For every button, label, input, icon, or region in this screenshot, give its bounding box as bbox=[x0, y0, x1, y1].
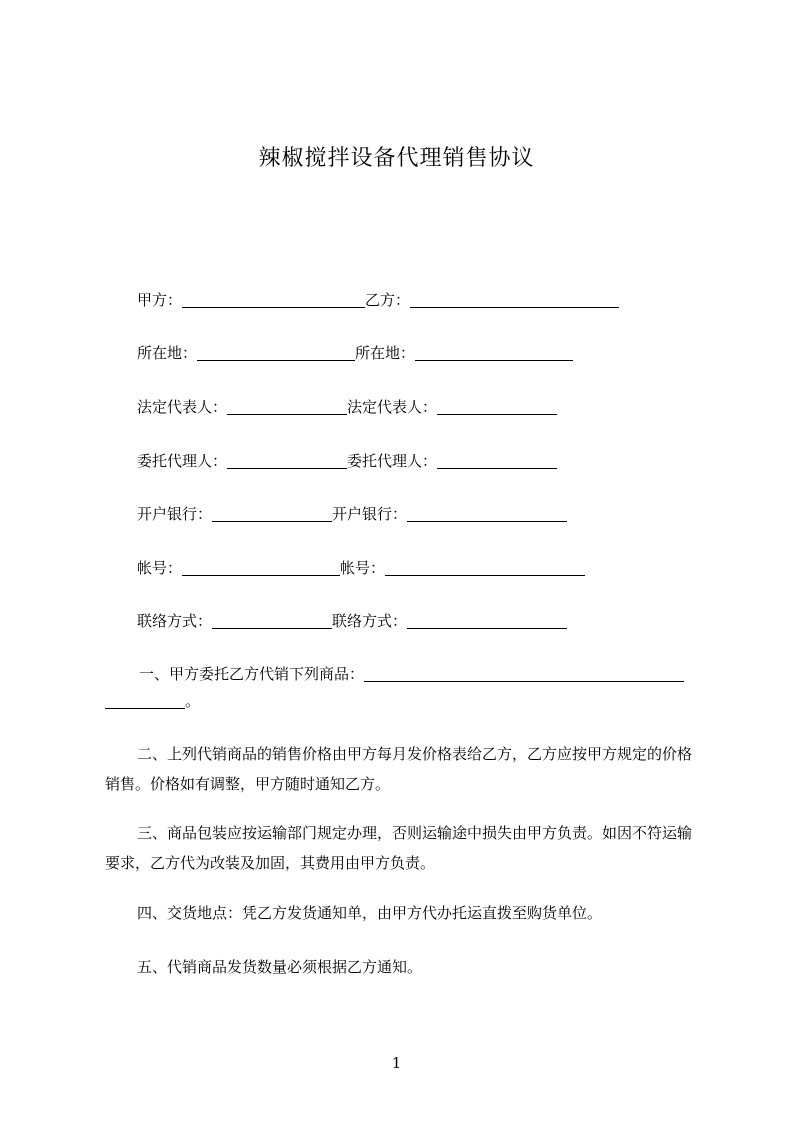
bank-b-label: 开户银行： bbox=[332, 505, 408, 523]
page-number: 1 bbox=[391, 1054, 402, 1072]
document-title: 辣椒搅拌设备代理销售协议 bbox=[258, 146, 535, 171]
agent-b-label: 委托代理人： bbox=[347, 452, 438, 470]
contact-b-label: 联络方式： bbox=[332, 612, 408, 630]
account-a-blank bbox=[182, 561, 340, 576]
contact-a-label: 联络方式： bbox=[137, 612, 213, 630]
location-a-blank bbox=[197, 346, 355, 361]
agent-row bbox=[137, 451, 557, 471]
contact-a-blank bbox=[212, 614, 332, 629]
location-a-label: 所在地： bbox=[137, 344, 198, 362]
clause-1-text: 一、甲方委托乙方代销下列商品： bbox=[139, 665, 365, 683]
clause-2-text: 二、上列代销商品的销售价格由甲方每月发价格表给乙方，乙方应按甲方规定的价格销售。价格如有调整，甲方随时通知乙方。 bbox=[105, 745, 693, 793]
legal-rep-a-label: 法定代表人： bbox=[137, 398, 228, 416]
clause-1-blank-cont bbox=[105, 694, 185, 709]
legal-rep-b-blank bbox=[437, 400, 557, 415]
clause-4-text: 四、交货地点：凭乙方发货通知单，由甲方代办托运直拨至购货单位。 bbox=[137, 904, 603, 922]
clause-1-blank bbox=[364, 667, 684, 682]
bank-b-blank bbox=[407, 507, 567, 522]
location-row bbox=[137, 343, 573, 363]
agent-a-blank bbox=[227, 454, 347, 469]
bank-row bbox=[137, 504, 567, 524]
location-b-blank bbox=[415, 346, 573, 361]
clause-3-text: 三、商品包装应按运输部门规定办理，否则运输途中损失由甲方负责。如因不符运输要求，乙方代为改装及加固，其费用由甲方负责。 bbox=[105, 824, 693, 872]
legal-rep-a-blank bbox=[227, 400, 347, 415]
clause-2 bbox=[105, 739, 705, 799]
party-a-blank bbox=[182, 293, 365, 308]
clause-1-line-2 bbox=[105, 691, 200, 711]
contact-b-blank bbox=[407, 614, 567, 629]
agent-a-label: 委托代理人： bbox=[137, 452, 228, 470]
clause-3 bbox=[105, 818, 705, 878]
bank-a-blank bbox=[212, 507, 332, 522]
clause-4 bbox=[137, 898, 737, 928]
bank-a-label: 开户银行： bbox=[137, 505, 213, 523]
location-b-label: 所在地： bbox=[355, 344, 416, 362]
clause-5 bbox=[137, 952, 737, 982]
agent-b-blank bbox=[437, 454, 557, 469]
account-b-label: 帐号： bbox=[340, 559, 386, 577]
account-a-label: 帐号： bbox=[137, 559, 183, 577]
account-row bbox=[137, 558, 585, 578]
party-row bbox=[137, 290, 619, 310]
legal-rep-row bbox=[137, 397, 557, 417]
clause-5-text: 五、代销商品发货数量必须根据乙方通知。 bbox=[137, 958, 423, 976]
party-b-label: 乙方： bbox=[365, 291, 411, 309]
contact-row bbox=[137, 611, 567, 631]
clause-1-end: 。 bbox=[185, 692, 201, 710]
party-b-blank bbox=[410, 293, 619, 308]
account-b-blank bbox=[385, 561, 585, 576]
clause-1-line bbox=[139, 664, 684, 684]
legal-rep-b-label: 法定代表人： bbox=[347, 398, 438, 416]
party-a-label: 甲方： bbox=[137, 291, 183, 309]
